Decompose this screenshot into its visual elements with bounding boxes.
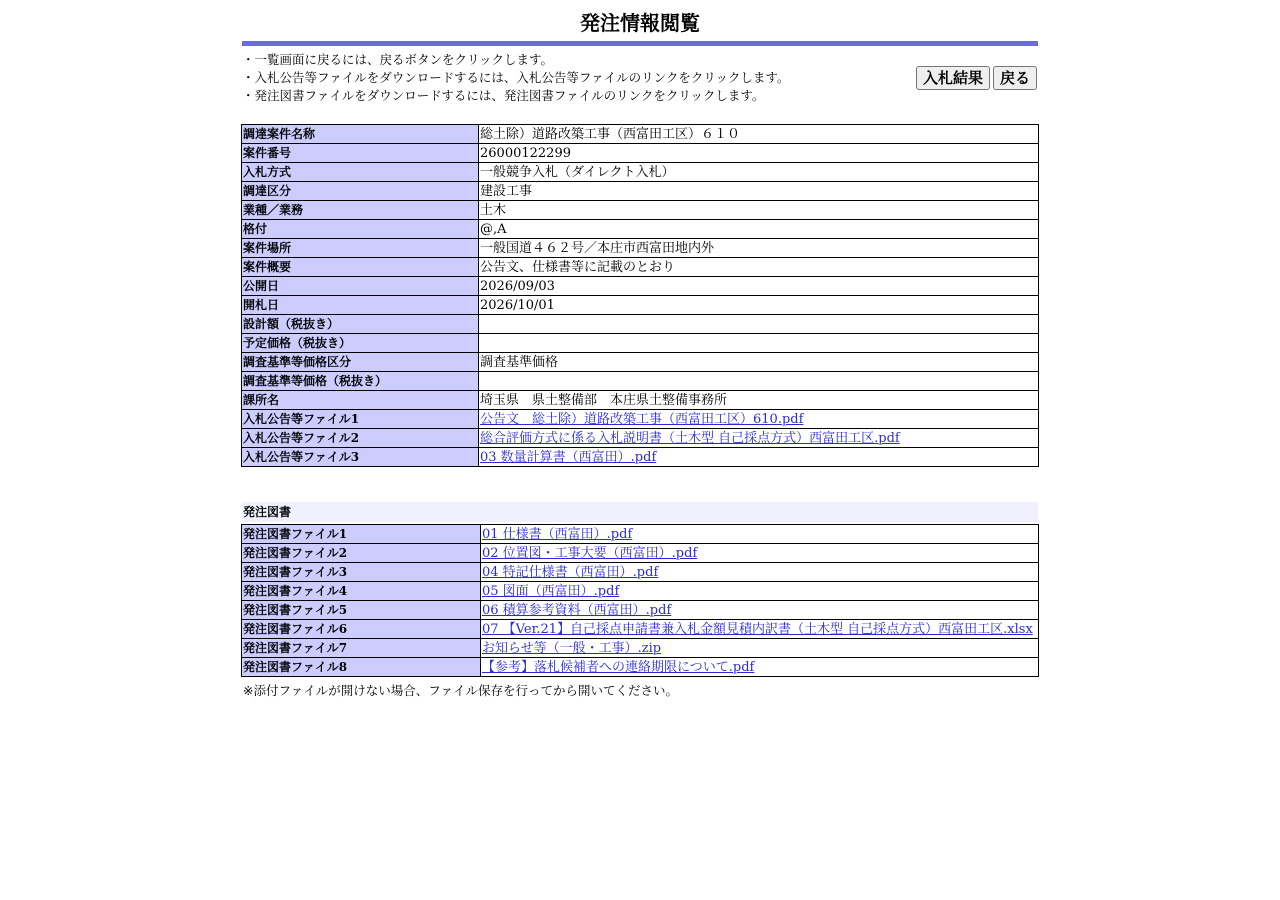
label-doc-file-4: 発注図書ファイル4 [242,582,481,601]
instruction-item: ・発注図書ファイルをダウンロードするには、発注図書ファイルのリンクをクリックします。 [242,88,765,103]
value-notice-file-1 [479,410,1039,429]
page-container [242,0,1038,699]
table-row [242,429,1039,448]
label-design-amount: 設計額（税抜き） [242,315,479,334]
label-doc-file-5: 発注図書ファイル5 [242,601,481,620]
table-row [242,563,1039,582]
table-row [242,334,1039,353]
label-notice-file-3: 入札公告等ファイル3 [242,448,479,467]
notice-file-link-2[interactable]: 総合評価方式に係る入札説明書（土木型 自己採点方式）西富田工区.pdf [480,430,900,446]
value-doc-file-7 [481,639,1039,658]
value-design-amount [479,315,1039,334]
doc-file-link-6[interactable]: 07 【Ver.21】自己採点申請書兼入札金額見積内訳書（土木型 自己採点方式）西富田工区.xlsx [482,621,1033,637]
value-summary: 公告文、仕様書等に記載のとおり [479,258,1039,277]
value-procurement-category: 建設工事 [479,182,1039,201]
label-office: 課所名 [242,391,479,410]
label-survey-price: 調査基準等価格（税抜き） [242,372,479,391]
value-project-name: 総土除）道路改築工事（西富田工区）６１０ [479,125,1039,144]
label-doc-file-7: 発注図書ファイル7 [242,639,481,658]
table-row [242,277,1039,296]
value-office: 埼玉県 県土整備部 本庄県土整備事務所 [479,391,1039,410]
table-row [242,582,1039,601]
label-location: 案件場所 [242,239,479,258]
label-notice-file-1: 入札公告等ファイル1 [242,410,479,429]
value-industry: 土木 [479,201,1039,220]
value-opening-date: 2026/10/01 [479,296,1039,315]
table-row [242,658,1039,677]
table-row [242,220,1039,239]
table-row [242,620,1039,639]
notice-file-link-3[interactable]: 03 数量計算書（西富田）.pdf [480,449,657,465]
value-project-number: 26000122299 [479,144,1039,163]
table-row [242,296,1039,315]
doc-file-link-8[interactable]: 【参考】落札候補者への連絡期限について.pdf [482,659,755,675]
table-row [242,448,1039,467]
label-procurement-category: 調達区分 [242,182,479,201]
label-planned-price: 予定価格（税抜き） [242,334,479,353]
table-row [242,315,1039,334]
value-doc-file-4 [481,582,1039,601]
instructions-list [242,51,789,105]
label-survey-price-type: 調査基準等価格区分 [242,353,479,372]
table-row [242,258,1039,277]
docs-table [241,524,1039,677]
value-bid-method: 一般競争入札（ダイレクト入札） [479,163,1039,182]
doc-file-link-4[interactable]: 05 図面（西富田）.pdf [482,583,620,599]
label-publish-date: 公開日 [242,277,479,296]
doc-file-link-3[interactable]: 04 特記仕様書（西富田）.pdf [482,564,659,580]
table-row [242,372,1039,391]
table-row [242,163,1039,182]
value-notice-file-2 [479,429,1039,448]
value-survey-price-type: 調査基準価格 [479,353,1039,372]
label-bid-method: 入札方式 [242,163,479,182]
instruction-item: ・入札公告等ファイルをダウンロードするには、入札公告等ファイルのリンクをクリックします。 [242,70,790,85]
info-row [242,46,1038,124]
page-title: 発注情報閲覧 [580,11,700,35]
label-summary: 案件概要 [242,258,479,277]
value-doc-file-1 [481,525,1039,544]
doc-file-link-2[interactable]: 02 位置図・工事大要（西富田）.pdf [482,545,698,561]
value-planned-price [479,334,1039,353]
label-doc-file-6: 発注図書ファイル6 [242,620,481,639]
table-row [242,525,1039,544]
value-notice-file-3 [479,448,1039,467]
docs-section-title: 発注図書 [242,502,1038,522]
instruction-item: ・一覧画面に戻るには、戻るボタンをクリックします。 [242,52,554,67]
label-notice-file-2: 入札公告等ファイル2 [242,429,479,448]
value-doc-file-2 [481,544,1039,563]
table-row [242,353,1039,372]
label-project-number: 案件番号 [242,144,479,163]
doc-file-link-7[interactable]: お知らせ等（一般・工事）.zip [482,640,662,656]
table-row [242,639,1039,658]
label-doc-file-1: 発注図書ファイル1 [242,525,481,544]
action-buttons [916,66,1037,90]
table-row [242,201,1039,220]
table-row [242,410,1039,429]
table-row [242,239,1039,258]
value-doc-file-6 [481,620,1039,639]
table-row [242,144,1039,163]
notice-file-link-1[interactable]: 公告文 総土除）道路改築工事（西富田工区）610.pdf [480,411,804,427]
value-survey-price [479,372,1039,391]
label-doc-file-8: 発注図書ファイル8 [242,658,481,677]
table-row [242,601,1039,620]
value-doc-file-3 [481,563,1039,582]
label-industry: 業種／業務 [242,201,479,220]
table-row [242,125,1039,144]
table-row [242,544,1039,563]
label-doc-file-3: 発注図書ファイル3 [242,563,481,582]
table-row [242,391,1039,410]
label-rating: 格付 [242,220,479,239]
label-opening-date: 開札日 [242,296,479,315]
value-location: 一般国道４６２号／本庄市西富田地内外 [479,239,1039,258]
value-doc-file-8 [481,658,1039,677]
value-doc-file-5 [481,601,1039,620]
value-publish-date: 2026/09/03 [479,277,1039,296]
details-table [241,124,1039,467]
attachment-note: ※添付ファイルが開けない場合、ファイル保存を行ってから開いてください。 [243,683,678,698]
bid-result-button[interactable]: 入札結果 [916,66,990,90]
back-button[interactable]: 戻る [993,66,1037,90]
doc-file-link-1[interactable]: 01 仕様書（西富田）.pdf [482,526,633,542]
doc-file-link-5[interactable]: 06 積算参考資料（西富田）.pdf [482,602,672,618]
value-rating: @,A [479,220,1039,239]
label-doc-file-2: 発注図書ファイル2 [242,544,481,563]
label-project-name: 調達案件名称 [242,125,479,144]
table-row [242,182,1039,201]
